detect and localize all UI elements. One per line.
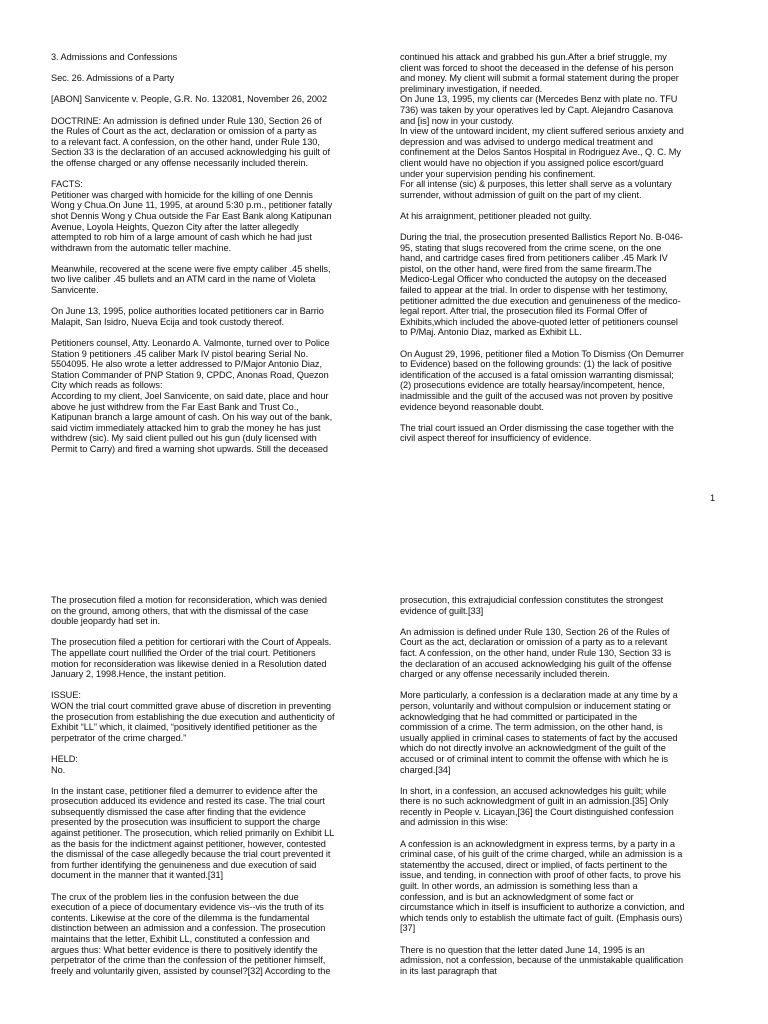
page-number: 1 <box>710 493 716 503</box>
body-paragraph: continued his attack and grabbed his gun.After a brief struggle, my client was forced to shoot the deceased in the defense of his person and money. My client will submit a formal statement during the proper preliminary investigation, if needed. On June 13, 1995, my clients car (Mercedes Benz with plate no. TFU 736) was taken by your operatives led by Capt. Alejandro Casanova and [is] now in your custody. In view of the untoward incident, my client suffered serious anxiety and depression and was advised to undergo medical treatment and confinement at the Delos Santos Hospital in Rodriguez Ave., Q. C. My client would have no objection if you assigned police escort/guard under your supervision pending his confinement. For all intense (sic) & purposes, this letter shall serve as a voluntary surrender, without admission of guilt on the part of my client. <box>400 52 684 200</box>
body-paragraph: At his arraignment, petitioner pleaded not guilty. <box>400 210 592 221</box>
page-2-left-column <box>51 595 379 976</box>
body-paragraph: The trial court issued an Order dismissing the case together with the civil aspect thereof for insufficiency of evidence. <box>400 422 674 444</box>
body-paragraph: In the instant case, petitioner filed a demurrer to evidence after the prosecution adduced its evidence and rested its case. The trial court subsequently dismissed the case after finding that the evidence presented by the prosecution was insufficient to support the charge against petitioner. The prosecution, which relied primarily on Exhibit LL as the basis for the indictment against petitioner, however, contested the dismissal of the case allegedly because the trial court prevented it from further identifying the genuineness and due execution of said document in the manner that it wanted.[31] <box>51 785 335 881</box>
body-paragraph: More particularly, a confession is a declaration made at any time by a person, voluntarily and without compulsion or inducement stating or acknowledging that he had committed or participated in the commission of a crime. The term admission, on the other hand, is usually applied in criminal cases to statements of fact by the accused which do not directly involve an acknowledgment of the guilt of the accused or of criminal intent to commit the offense with which he is charged.[34] <box>400 690 678 775</box>
body-paragraph: The prosecution filed a motion for reconsideration, which was denied on the ground, among others, that with the dismissal of the case double jeopardy had set in. <box>51 595 327 627</box>
page-2-right-column <box>400 595 728 976</box>
body-paragraph: On June 13, 1995, police authorities located petitioners car in Barrio Malapit, San Isidro, Nueva Ecija and took custody thereof. <box>51 306 324 327</box>
case-title: [ABON] Sanvicente v. People, G.R. No. 132081, November 26, 2002 <box>51 94 328 105</box>
body-paragraph: The prosecution filed a petition for certiorari with the Court of Appeals. The appellate court nullified the Order of the trial court. Petitioners motion for reconsideration was likewise denied in a Resolution dated January 2, 1998.Hence, the instant petition. <box>51 637 332 680</box>
body-paragraph: The crux of the problem lies in the confusion between the due execution of a piece of documentary evidence vis--vis the truth of its contents. Likewise at the core of the dilemma is the fundamental distinction between an admission and a confession. The prosecution maintains that the letter, Exhibit LL, constituted a confession and argues thus: What better evidence is there to positively identify the perpetrator of the crime than the confession of the petitioner himself, freely and voluntarily given, assisted by counsel?[32] According to the <box>51 891 331 976</box>
issue-paragraph: ISSUE: WON the trial court committed grave abuse of discretion in preventing the prosecution from establishing the due execution and authenticity of Exhibit “LL” which, it claimed, “positively identified petitioner as the perpetrator of the crime charged.” <box>51 690 335 743</box>
body-paragraph: Petitioners counsel, Atty. Leonardo A. Valmonte, turned over to Police Station 9 petitioners .45 caliber Mark IV pistol bearing Serial No. 5504095. He also wrote a letter addressed to P/Major Antonio Diaz, Station Commander of PNP Station 9, CPDC, Anonas Road, Quezon City which reads as follows: According to my client, Joel Sanvicente, on said date, place and hour above he just withdrew from the Far East Bank and Trust Co., Katipunan branch a large amount of cash. On his way out of the bank, said victim immediately attacked him to grab the money he has just withdrew (sic). My said client pulled out his gun (duly licensed with Permit to Carry) and fired a warning shot upwards. Still the deceased <box>51 338 333 454</box>
body-paragraph: prosecution, this extrajudicial confession constitutes the strongest evidence of guilt.[33] <box>400 595 664 616</box>
body-paragraph: An admission is defined under Rule 130, Section 26 of the Rules of Court as the act, declaration or omission of a party as to a relevant fact. A confession, on the other hand, under Rule 130, Section 33 is the declaration of an accused acknowledging his guilt of the offense charged or any offense necessarily included therein. <box>400 626 672 680</box>
section-heading: 3. Admissions and Confessions <box>51 52 178 62</box>
page-gap <box>0 540 768 590</box>
document-page-2 <box>0 590 768 1024</box>
body-paragraph: There is no question that the letter dated June 14, 1995 is an admission, not a confession, because of the unmistakable qualification in its last paragraph that <box>400 944 684 976</box>
page-1-right-column <box>400 52 728 455</box>
held-paragraph: HELD: No. <box>51 753 78 775</box>
doctrine-paragraph: DOCTRINE: An admission is defined under Rule 130, Section 26 of the Rules of Court as the act, declaration or omission of a party as to a relevant fact. A confession, on the other hand, under Rule 130, Section 33 is the declaration of an accused acknowledging his guilt of the offense charged or any offense necessarily included therein. <box>51 115 330 168</box>
body-paragraph: During the trial, the prosecution presented Ballistics Report No. B-046- 95, stating that slugs recovered from the crime scene, on the one hand, and cartridge cases fired from petitioners caliber .45 Mark IV pistol, on the other hand, were fired from the same firearm.The Medico-Legal Officer who conducted the autopsy on the deceased failed to appear at the trial. In order to dispense with her testimony, petitioner admitted the due execution and genuineness of the medico- legal report. After trial, the prosecution filed its Formal Offer of Exhibits,which included the above-quoted letter of petitioners counsel to P/Maj. Antonio Diaz, marked as Exhibit LL. <box>400 232 683 338</box>
quoted-paragraph: A confession is an acknowledgment in express terms, by a party in a criminal case, of his guilt of the crime charged, while an admission is a statementby the accused, direct or implied, of facts pertinent to the issue, and tending, in connection with proof of other facts, to prove his guilt. In other words, an admission is something less than a confession, and is but an acknowledgment of some fact or circumstance which in itself is insufficient to authorize a conviction, and which tends only to establish the ultimate fact of guilt. (Emphasis ours) [37] <box>400 838 685 934</box>
facts-paragraph: FACTS: Petitioner was charged with homicide for the killing of one Dennis Wong y Chua.On June 11, 1995, at around 5:30 p.m., petitioner fatally shot Dennis Wong y Chua outside the Far East Bank along Katipunan Avenue, Loyola Heights, Quezon City after the latter allegedly attempted to rob him of a large amount of cash which he had just withdrawn from the automatic teller machine. <box>51 179 333 253</box>
body-paragraph: In short, in a confession, an accused acknowledges his guilt; while there is no such acknowledgment of guilt in an admission.[35] Only recently in People v. Licayan,[36] the Court distinguished confession and admission in this wise: <box>400 785 674 828</box>
body-paragraph: On August 29, 1996, petitioner filed a Motion To Dismiss (On Demurrer to Evidence) based on the following grounds: (1) the lack of positive identification of the accused is a fatal omission warranting dismissal; (2) prosecutions evidence are totally hearsay/incompetent, hence, inadmissible and the guilt of the accused was not proven by positive evidence beyond reasonable doubt. <box>400 348 684 412</box>
page-1-left-column <box>51 52 379 465</box>
body-paragraph: Meanwhile, recovered at the scene were five empty caliber .45 shells, two live caliber .45 bullets and an ATM card in the name of Violeta Sanvicente. <box>51 263 331 296</box>
subsection-heading: Sec. 26. Admissions of a Party <box>51 73 175 84</box>
